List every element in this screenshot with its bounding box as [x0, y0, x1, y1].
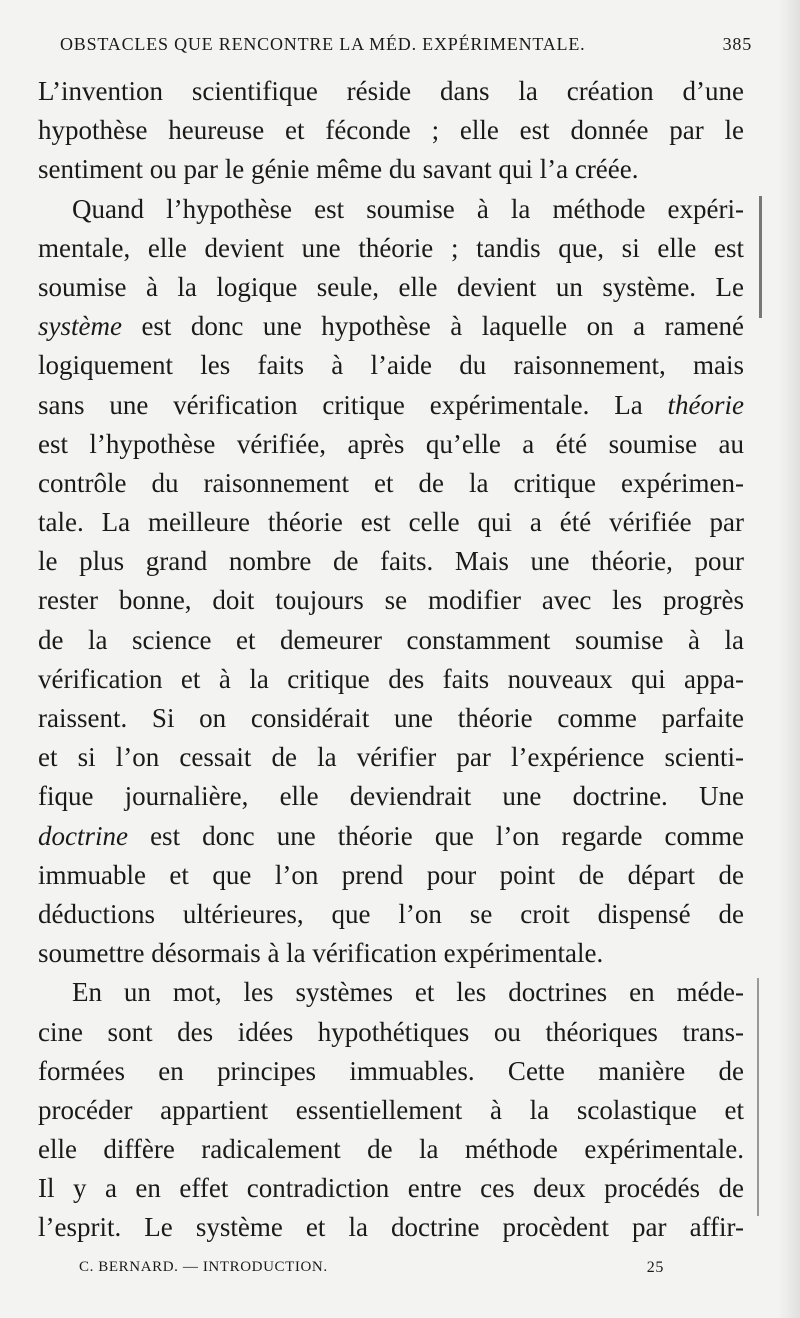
text-line: vérification et à la critique des faits nouveaux qui appa- — [38, 663, 744, 694]
text-line: contrôle du raisonnement et de la critique expérimen- — [38, 467, 744, 498]
italic-term: doctrine — [38, 820, 128, 851]
text-line: elle diffère radicalement de la méthode expérimentale. — [38, 1134, 744, 1165]
text-line: de la science et demeurer constamment soumise à la — [38, 624, 744, 655]
signature-number: 25 — [646, 1259, 664, 1276]
running-head-title: OBSTACLES QUE RENCONTRE LA MÉD. EXPÉRIMENTALE. — [60, 34, 586, 54]
text-line: tale. La meilleure théorie est celle qui a été vérifiée par — [38, 507, 744, 538]
text-line: est l’hypothèse vérifiée, après qu’elle a été soumise au — [38, 428, 744, 459]
text-line: cine sont des idées hypothétiques ou théoriques trans- — [38, 1016, 744, 1047]
text-line: rester bonne, doit toujours se modifier avec les progrès — [38, 585, 744, 616]
text-line: hypothèse heureuse et féconde ; elle est donnée par le — [38, 115, 744, 146]
text-line: le plus grand nombre de faits. Mais une théorie, pour — [38, 546, 744, 577]
italic-term: théorie — [667, 389, 744, 420]
printer-signature: C. BERNARD. — INTRODUCTION. — [79, 1259, 328, 1275]
text-line: système est donc une hypothèse à laquelle on a ramené — [38, 311, 744, 342]
text-line: Quand l’hypothèse est soumise à la méthode expéri- — [72, 193, 744, 224]
margin-pencil-mark-upper — [759, 196, 762, 318]
body-text — [38, 72, 744, 1248]
page-footer — [79, 1259, 664, 1287]
text-line: procéder appartient essentiellement à la scolastique et — [38, 1094, 744, 1125]
running-head — [60, 34, 752, 60]
text-line: mentale, elle devient une théorie ; tandis que, si elle est — [38, 232, 744, 263]
italic-term: système — [38, 311, 122, 342]
margin-pencil-mark-lower — [757, 978, 759, 1216]
text-line: sentiment ou par le génie même du savant qui l’a créée. — [38, 154, 639, 185]
text-line: et si l’on cessait de la vérifier par l’expérience scienti- — [38, 742, 744, 773]
text-line: sans une vérification critique expérimentale. La théorie — [38, 389, 744, 420]
text-line: logiquement les faits à l’aide du raisonnement, mais — [38, 350, 744, 381]
text-line: En un mot, les systèmes et les doctrines en méde- — [72, 977, 744, 1008]
text-line: raissent. Si on considérait une théorie comme parfaite — [38, 703, 744, 733]
text-line: immuable et que l’on prend pour point de départ de — [38, 859, 744, 890]
text-line: soumise à la logique seule, elle devient un système. Le — [38, 271, 744, 302]
text-line: doctrine est donc une théorie que l’on regarde comme — [38, 820, 744, 851]
text-line: Il y a en effet contradiction entre ces deux procédés de — [38, 1173, 744, 1204]
text-line: fique journalière, elle deviendrait une doctrine. Une — [38, 781, 744, 812]
text-line: formées en principes immuables. Cette manière de — [38, 1055, 744, 1086]
text-line: soumettre désormais à la vérification expérimentale. — [38, 938, 604, 969]
text-line: L’invention scientifique réside dans la création d’une — [38, 76, 744, 106]
text-line: l’esprit. Le système et la doctrine procèdent par affir- — [38, 1212, 744, 1243]
page-number: 385 — [722, 34, 752, 54]
page-edge-shadow — [778, 0, 800, 1318]
text-line: déductions ultérieures, que l’on se croit dispensé de — [38, 898, 744, 929]
